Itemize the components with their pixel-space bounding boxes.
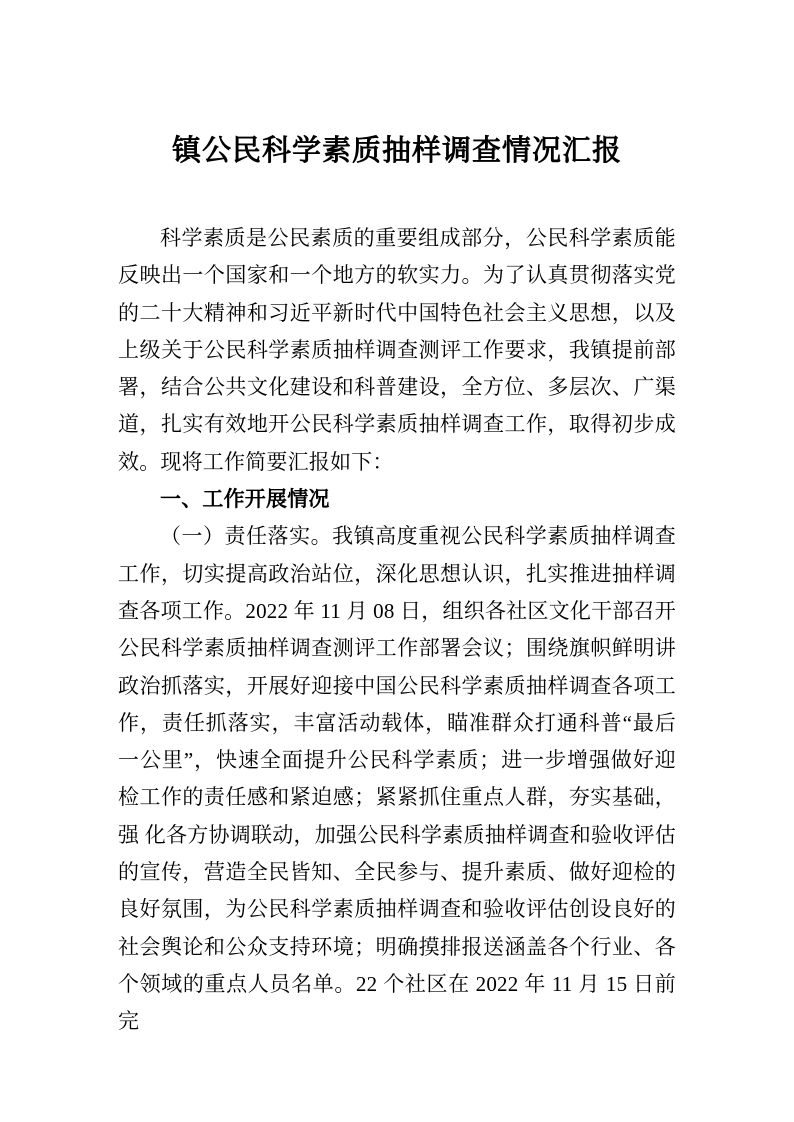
section-paragraph-responsibility: （一）责任落实。我镇高度重视公民科学素质抽样调查工作，切实提高政治站位，深化思想认识，扎实推进抽样调查各项工作。2022 年 11 月 08 日，组织各社区文化干部召开公民科学素质抽样调查测评工作部署会议；围绕旗帜鲜明讲政治抓落实，开展好迎接中国公民科学素质抽样调查各项工作，责任抓落实，丰富活动载体，瞄准群众打通科普“最后一公里”，快速全面提升公民科学素质；进一步增强做好迎检工作的责任感和紧迫感；紧紧抓住重点人群，夯实基础，强 化各方协调联动，加强公民科学素质抽样调查和验收评估的宣传，营造全民皆知、全民参与、提升素质、做好迎检的良好氛围，为公民科学素质抽样调查和验收评估创设良好的社会舆论和公众支持环境；明确摸排报送涵盖各个行业、各个领域的重点人员名单。22 个社区在 2022 年 11 月 15 日前完 — [118, 524, 676, 1034]
document-title: 镇公民科学素质抽样调查情况汇报 — [171, 135, 622, 167]
section-heading-work-progress: 一、工作开展情况 — [160, 488, 330, 512]
intro-paragraph: 科学素质是公民素质的重要组成部分，公民科学素质能反映出一个国家和一个地方的软实力。为了认真贯彻落实党的二十大精神和习近平新时代中国特色社会主义思想，以及上级关于公民科学素质抽样调查测评工作要求，我镇提前部署，结合公共文化建设和科普建设，全方位、多层次、广渠道，扎实有效地开公民科学素质抽样调查工作，取得初步成效。现将工作简要汇报如下： — [118, 226, 676, 474]
